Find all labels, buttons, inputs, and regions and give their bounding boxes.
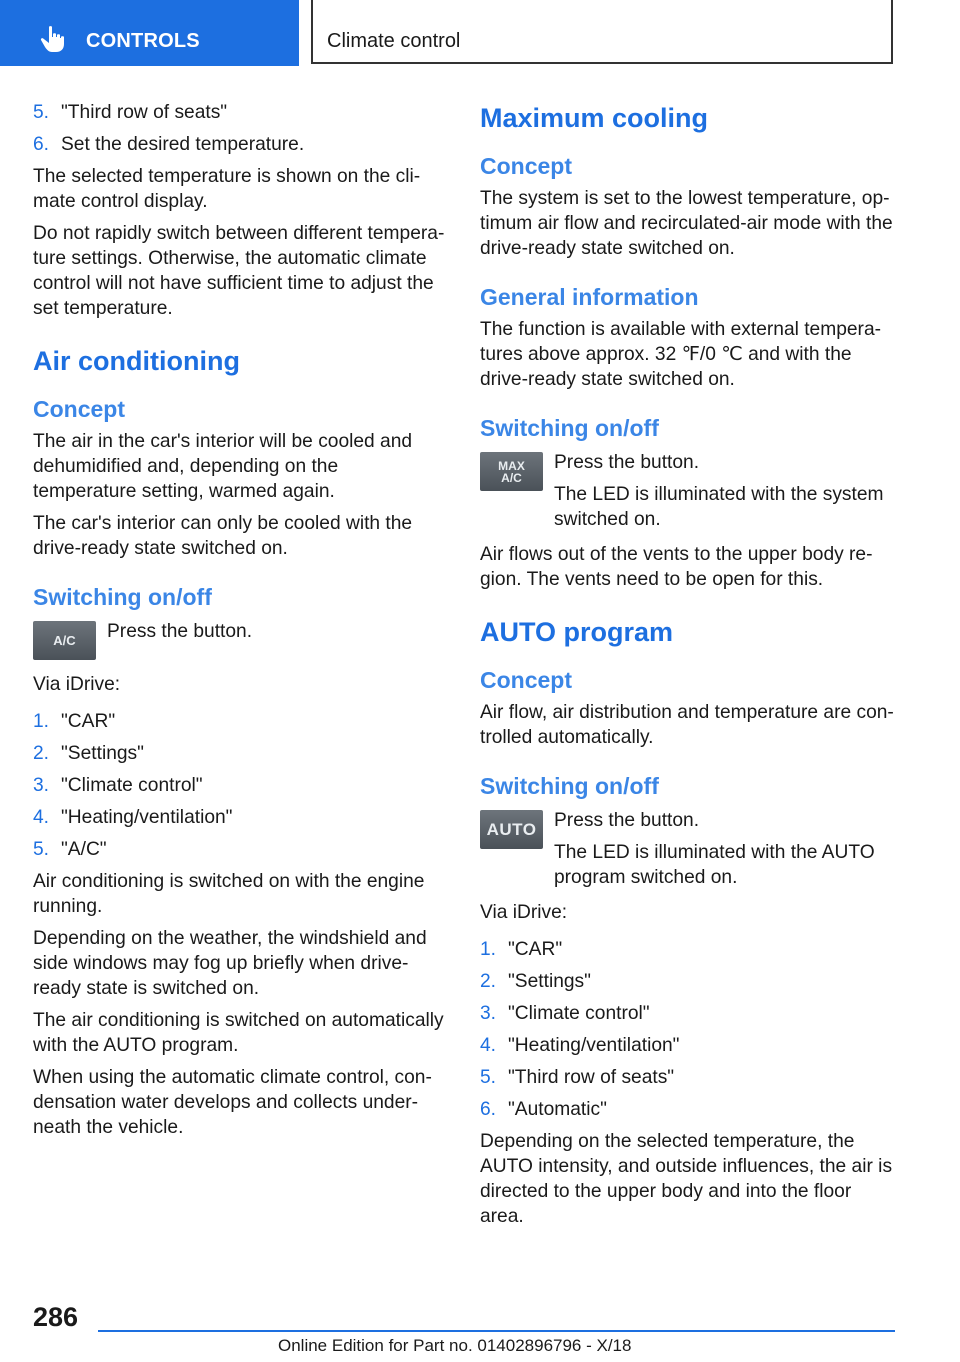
- list-text: "Settings": [61, 743, 144, 764]
- list-item: [480, 1065, 895, 1090]
- left-column: [33, 100, 445, 1147]
- list-text: "Third row of seats": [508, 1067, 675, 1088]
- list-item: [33, 741, 445, 766]
- list-text: "A/C": [61, 839, 107, 860]
- paragraph: The car's interior can only be cooled with the drive-ready state switched on.: [33, 513, 413, 559]
- paragraph: The function is available with external temperatures above approx. 32 ℉/0 ℃ and with the drive-ready state switched on.: [480, 319, 882, 390]
- list-item: [33, 132, 445, 157]
- list-number: 6.: [33, 134, 50, 155]
- list-number: 3.: [33, 775, 50, 796]
- footer-divider: [98, 1330, 895, 1332]
- list-item: [33, 709, 445, 734]
- list-number: 3.: [480, 1003, 497, 1024]
- idrive-list: [480, 937, 895, 1122]
- paragraph: Air flows out of the vents to the upper body region. The vents need to be open for this.: [480, 544, 873, 590]
- chapter-box: [311, 0, 893, 64]
- list-number: 1.: [33, 711, 50, 732]
- list-item: [480, 969, 895, 994]
- list-number: 4.: [33, 807, 50, 828]
- list-text: "CAR": [61, 711, 116, 732]
- list-text: "Climate control": [61, 775, 203, 796]
- list-text: "Heating/ventilation": [61, 807, 233, 828]
- list-text: "Automatic": [508, 1099, 607, 1120]
- paragraph: The selected temperature is shown on the climate control display.: [33, 166, 421, 212]
- paragraph: Press the button.: [554, 452, 700, 473]
- paragraph: When using the automatic climate control, condensation water develops and collects underneath the vehicle.: [33, 1067, 432, 1138]
- chapter-title: Climate control: [327, 30, 461, 52]
- auto-button-row: [480, 806, 895, 890]
- intro-list: [33, 100, 445, 157]
- paragraph: The LED is illuminated with the system switched on.: [554, 484, 884, 530]
- paragraph: Via iDrive:: [33, 674, 121, 695]
- ac-button-icon: A/C: [33, 621, 96, 660]
- paragraph: Do not rapidly switch between different temperature settings. Otherwise, the automatic climate control will not have sufficient time to adjust the set temperature.: [33, 223, 445, 319]
- list-item: [480, 1097, 895, 1122]
- list-number: 2.: [480, 971, 497, 992]
- section-tab: [0, 0, 299, 66]
- paragraph: Depending on the weather, the windshield and side windows may fog up briefly when drive-ready state is switched on.: [33, 928, 427, 999]
- heading-concept: Concept: [33, 396, 125, 422]
- heading-concept: Concept: [480, 667, 572, 693]
- idrive-list: [33, 709, 445, 862]
- list-number: 4.: [480, 1035, 497, 1056]
- list-text: Set the desired temperature.: [61, 134, 305, 155]
- paragraph: Depending on the selected temperature, the AUTO intensity, and outside influences, the air is directed to the upper body and into the floor area.: [480, 1131, 893, 1227]
- max-label: MAX: [498, 458, 525, 473]
- paragraph: Via iDrive:: [480, 902, 568, 923]
- heading-concept: Concept: [480, 153, 572, 179]
- list-number: 5.: [33, 839, 50, 860]
- ac-button-row: [33, 617, 445, 664]
- paragraph: The air conditioning is switched on automatically with the AUTO program.: [33, 1010, 444, 1056]
- heading-air-conditioning: Air conditioning: [33, 346, 240, 376]
- heading-switching: Switching on/off: [480, 773, 659, 799]
- list-text: "Heating/ventilation": [508, 1035, 680, 1056]
- list-number: 5.: [33, 102, 50, 123]
- page-header: [0, 0, 960, 66]
- footer-edition: Online Edition for Part no. 01402896796 - X/18: [278, 1336, 632, 1355]
- right-column: [480, 100, 895, 1236]
- paragraph: The air in the car's interior will be cooled and dehumidified and, depending on the temperature setting, warmed again.: [33, 431, 413, 502]
- heading-switching: Switching on/off: [480, 415, 659, 441]
- list-number: 6.: [480, 1099, 497, 1120]
- list-item: [33, 773, 445, 798]
- max-button-row: [480, 448, 895, 532]
- paragraph: Air conditioning is switched on with the engine running.: [33, 871, 425, 917]
- list-item: [480, 1033, 895, 1058]
- list-item: [33, 837, 445, 862]
- heading-general-information: General information: [480, 284, 699, 310]
- paragraph: The LED is illuminated with the AUTO program switched on.: [554, 842, 875, 888]
- list-text: "Climate control": [508, 1003, 650, 1024]
- paragraph: Press the button.: [554, 810, 700, 831]
- list-number: 5.: [480, 1067, 497, 1088]
- list-item: [480, 937, 895, 962]
- list-number: 1.: [480, 939, 497, 960]
- heading-auto-program: AUTO program: [480, 617, 674, 647]
- list-item: [33, 100, 445, 125]
- list-text: "Settings": [508, 971, 591, 992]
- auto-button-icon: AUTO: [480, 810, 543, 849]
- ac-label: A/C: [501, 470, 522, 485]
- paragraph: Air flow, air distribution and temperature are controlled automatically.: [480, 702, 894, 748]
- hand-pointer-icon: [40, 25, 66, 53]
- section-title: CONTROLS: [86, 30, 200, 52]
- list-item: [480, 1001, 895, 1026]
- heading-switching: Switching on/off: [33, 584, 212, 610]
- paragraph: The system is set to the lowest temperature, optimum air flow and recirculated-air mode with the drive-ready state switched on.: [480, 188, 893, 259]
- page-number: 286: [33, 1302, 79, 1332]
- paragraph: Press the button.: [107, 621, 253, 642]
- max-ac-button-icon: [480, 452, 543, 491]
- list-text: "CAR": [508, 939, 563, 960]
- heading-maximum-cooling: Maximum cooling: [480, 103, 709, 133]
- list-item: [33, 805, 445, 830]
- list-text: "Third row of seats": [61, 102, 228, 123]
- list-number: 2.: [33, 743, 50, 764]
